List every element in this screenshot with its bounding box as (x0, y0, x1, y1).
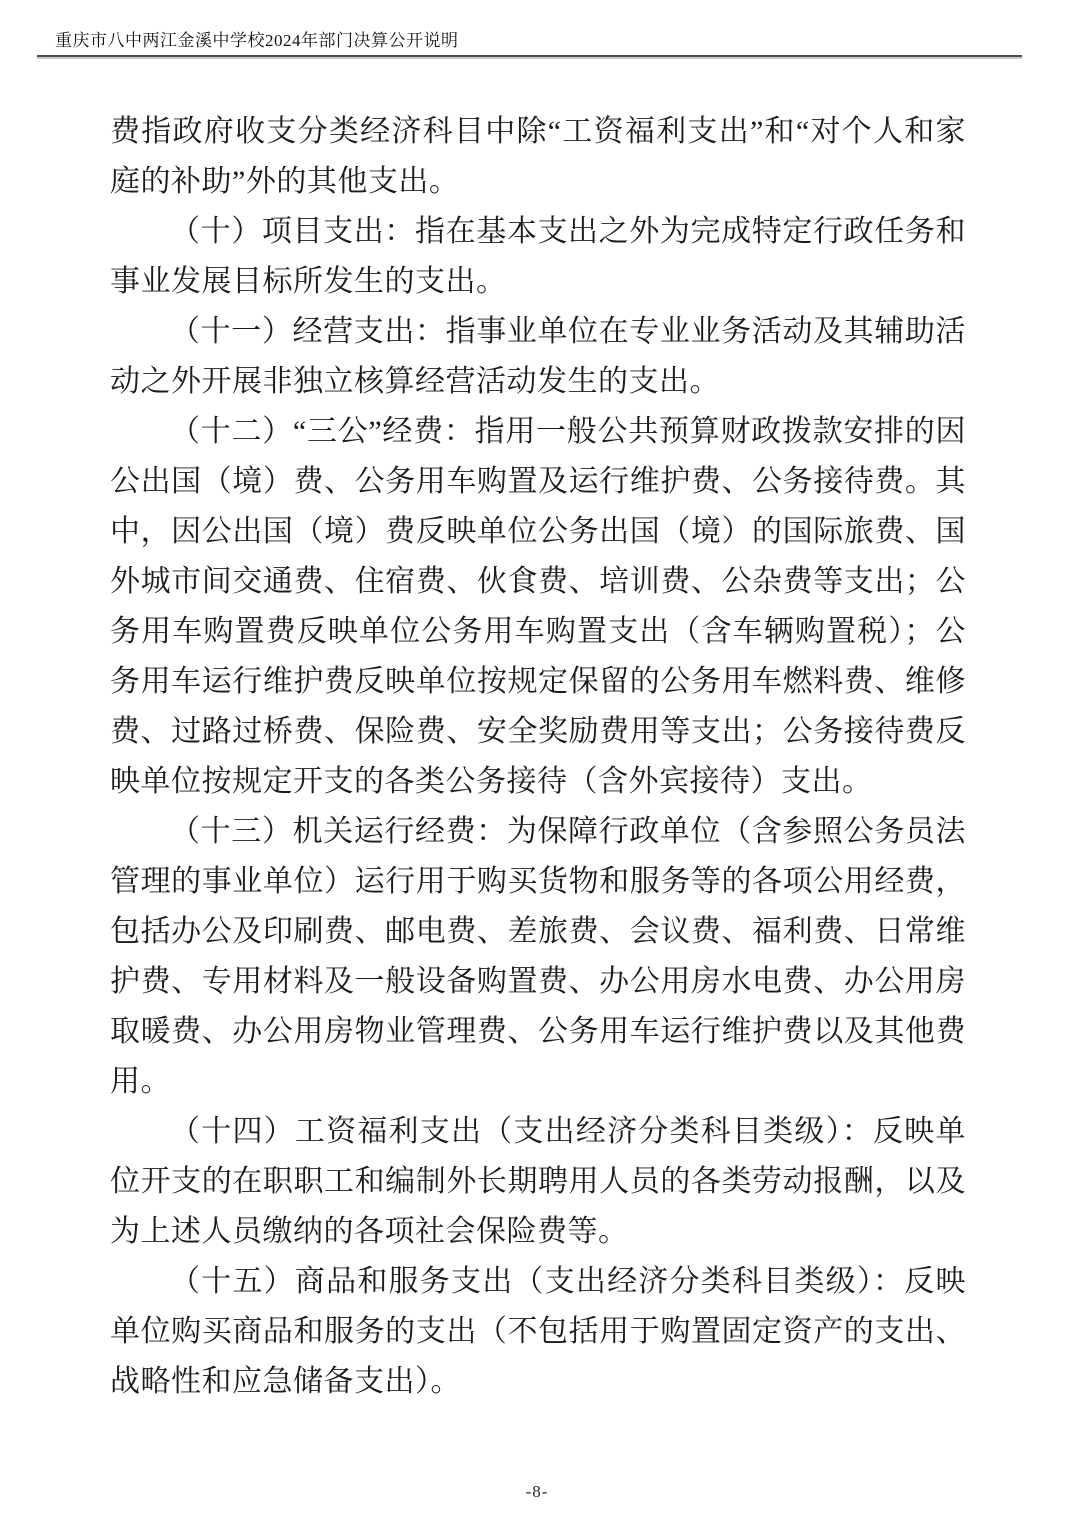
paragraph-item-11: （十一）经营支出：指事业单位在专业业务活动及其辅助活动之外开展非独立核算经营活动发生的支出。 (110, 315, 966, 398)
page-number: -8- (525, 1482, 549, 1501)
paragraph-item-14: （十四）工资福利支出（支出经济分类科目类级）：反映单位开支的在职职工和编制外长期聘用人员的各类劳动报酬，以及为上述人员缴纳的各项社会保险费等。 (110, 1115, 966, 1248)
document-body (110, 107, 966, 1407)
paragraph-item-10: （十）项目支出：指在基本支出之外为完成特定行政任务和事业发展目标所发生的支出。 (110, 215, 966, 298)
header-rule (37, 55, 1022, 57)
page-header (37, 30, 1022, 57)
header-title: 重庆市八中两江金溪中学校2024年部门决算公开说明 (55, 31, 459, 50)
paragraph-item-13: （十三）机关运行经费：为保障行政单位（含参照公务员法管理的事业单位）运行用于购买货物和服务等的各项公用经费，包括办公及印刷费、邮电费、差旅费、会议费、福利费、日常维护费、专用材料及一般设备购置费、办公用房水电费、办公用房取暖费、办公用房物业管理费、公务用车运行维护费以及其他费用。 (110, 815, 966, 1098)
paragraph-item-12: （十二）“三公”经费：指用一般公共预算财政拨款安排的因公出国（境）费、公务用车购置及运行维护费、公务接待费。其中，因公出国（境）费反映单位公务出国（境）的国际旅费、国外城市间交通费、住宿费、伙食费、培训费、公杂费等支出；公务用车购置费反映单位公务用车购置支出（含车辆购置税）；公务用车运行维护费反映单位按规定保留的公务用车燃料费、维修费、过路过桥费、保险费、安全奖励费用等支出；公务接待费反映单位按规定开支的各类公务接待（含外宾接待）支出。 (110, 415, 966, 798)
paragraph-item-15: （十五）商品和服务支出（支出经济分类科目类级）：反映单位购买商品和服务的支出（不包括用于购置固定资产的支出、战略性和应急储备支出）。 (110, 1265, 966, 1398)
paragraph-continuation: 费指政府收支分类经济科目中除“工资福利支出”和“对个人和家庭的补助”外的其他支出。 (110, 115, 966, 198)
page-footer (0, 1482, 1074, 1502)
